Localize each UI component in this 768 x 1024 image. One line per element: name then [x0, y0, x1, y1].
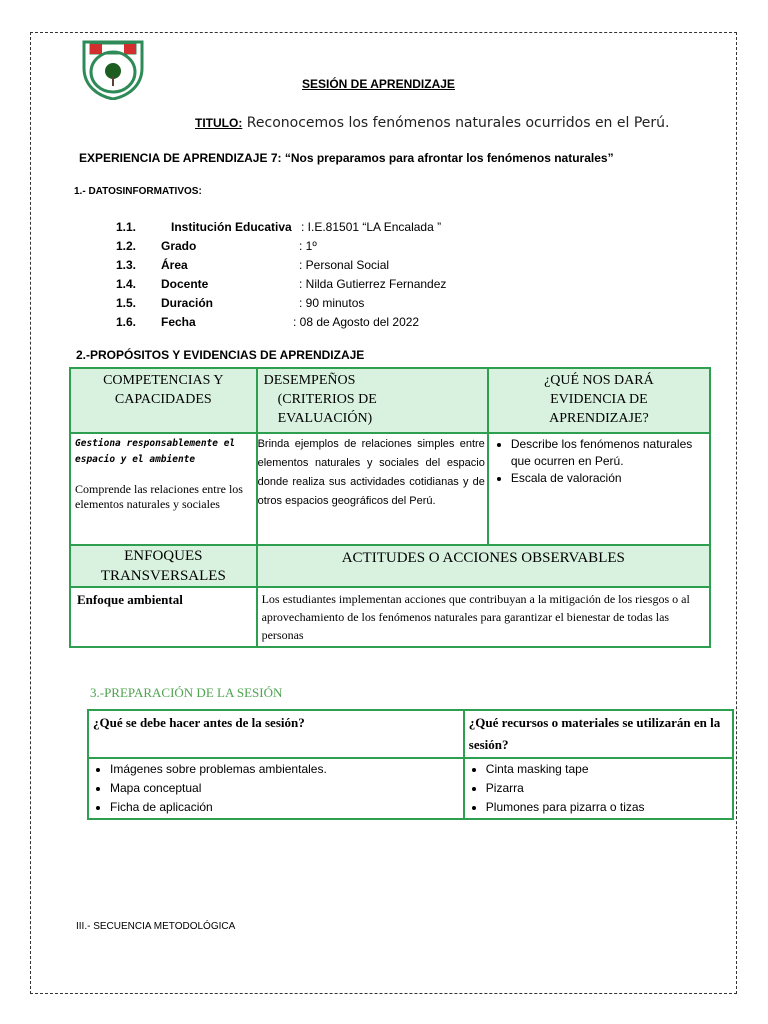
- preparacion-heading: 3.-PREPARACIÓN DE LA SESIÓN: [90, 685, 283, 700]
- info-label: Área: [161, 258, 188, 272]
- info-label: Duración: [161, 296, 214, 310]
- antes-list: [90, 760, 462, 817]
- header-actitudes: ACTITUDES O ACCIONES OBSERVABLES: [257, 545, 710, 587]
- table-header-row: [70, 368, 710, 433]
- school-logo: [80, 38, 146, 100]
- header-antes: ¿Qué se debe hacer antes de la sesión?: [88, 710, 464, 758]
- info-label: Fecha: [161, 315, 196, 329]
- table-header-row: [88, 710, 733, 758]
- header-text: COMPETENCIAS Y: [103, 373, 224, 388]
- list-item: • Plumones para pizarra o tizas: [486, 798, 731, 817]
- info-value: : Nilda Gutierrez Fernandez: [299, 277, 447, 291]
- preparacion-table: [87, 709, 734, 820]
- session-title: [195, 114, 669, 131]
- info-num: 1.1.: [116, 220, 137, 234]
- header-competencias: [70, 368, 257, 433]
- info-value: : I.E.81501 “LA Encalada ”: [301, 220, 442, 234]
- list-item: • Imágenes sobre problemas ambientales.: [110, 760, 462, 779]
- header-desempenos: [257, 368, 488, 433]
- list-item: • Escala de valoración: [511, 470, 707, 487]
- info-num: 1.3.: [116, 258, 137, 272]
- titulo-label: TITULO:: [195, 116, 243, 130]
- info-label: Docente: [161, 277, 209, 291]
- header-text: EVIDENCIA DE: [550, 392, 648, 407]
- desempeno-cell: [257, 433, 488, 545]
- experiencia-line: EXPERIENCIA DE APRENDIZAJE 7: “Nos preparamos para afrontar los fenómenos naturales”: [79, 151, 614, 165]
- header-text: (CRITERIOS DE: [277, 392, 377, 407]
- header-text: EVALUACIÓN): [277, 411, 373, 426]
- list-item: • Mapa conceptual: [110, 779, 462, 798]
- titulo-value: Reconocemos los fenómenos naturales ocurridos en el Perú.: [242, 115, 670, 131]
- info-value: : 08 de Agosto del 2022: [293, 315, 420, 329]
- desempeno-text: Brinda ejemplos de relaciones simples entre elementos naturales y sociales del espacio donde realiza sus actividades cotidianas y de otros espacios geográficos del Perú.: [257, 438, 485, 507]
- header-text: CAPACIDADES: [114, 392, 212, 407]
- datos-heading: 1.- DATOSINFORMATIVOS:: [74, 186, 202, 197]
- info-num: 1.4.: [116, 277, 137, 291]
- info-num: 1.5.: [116, 296, 137, 310]
- list-item: • Cinta masking tape: [486, 760, 731, 779]
- competencia-text: Gestiona responsablemente el espacio y el ambiente: [75, 438, 236, 465]
- header-text: ENFOQUES: [124, 548, 203, 564]
- info-label: Grado: [161, 239, 197, 253]
- info-num: 1.6.: [116, 315, 137, 329]
- evidencia-cell: [488, 433, 710, 545]
- competencia-cell: [70, 433, 257, 545]
- evidencia-list: [491, 436, 707, 487]
- enfoque-cell: Enfoque ambiental: [70, 587, 257, 647]
- table-header-row: [70, 545, 710, 587]
- capacidad-text: Comprende las relaciones entre los elementos naturales y sociales: [75, 482, 243, 511]
- secuencia-heading: III.- SECUENCIA METODOLÓGICA: [76, 921, 236, 932]
- table-row: [70, 433, 710, 545]
- header-recursos: ¿Qué recursos o materiales se utilizarán en la sesión?: [464, 710, 733, 758]
- header-text: APRENDIZAJE?: [549, 411, 649, 426]
- table-row: [70, 587, 710, 647]
- recursos-list: [466, 760, 731, 817]
- info-num: 1.2.: [116, 239, 137, 253]
- info-value: : Personal Social: [299, 258, 390, 272]
- actitud-cell: Los estudiantes implementan acciones que contribuyan a la mitigación de los riesgos o al aprovechamiento de los fenómenos naturales para garantizar el bienestar de todas las personas: [257, 587, 710, 647]
- header-text: TRANSVERSALES: [100, 568, 226, 584]
- antes-cell: [88, 758, 464, 819]
- header-text: DESEMPEÑOS: [263, 373, 356, 388]
- table-row: [88, 758, 733, 819]
- list-item: • Ficha de aplicación: [110, 798, 462, 817]
- header-enfoques: [70, 545, 257, 587]
- header-evidencia: [488, 368, 710, 433]
- page-title: SESIÓN DE APRENDIZAJE: [302, 77, 455, 91]
- recursos-cell: [464, 758, 733, 819]
- list-item: • Pizarra: [486, 779, 731, 798]
- propositos-table: [69, 367, 711, 648]
- info-label: Institución Educativa: [171, 220, 292, 234]
- header-text: ¿QUÉ NOS DARÁ: [544, 373, 654, 388]
- info-value: : 1º: [299, 239, 317, 253]
- list-item: • Describe los fenómenos naturales que ocurren en Perú.: [511, 436, 707, 470]
- propositos-heading: 2.-PROPÓSITOS Y EVIDENCIAS DE APRENDIZAJE: [76, 348, 365, 362]
- info-value: : 90 minutos: [299, 296, 365, 310]
